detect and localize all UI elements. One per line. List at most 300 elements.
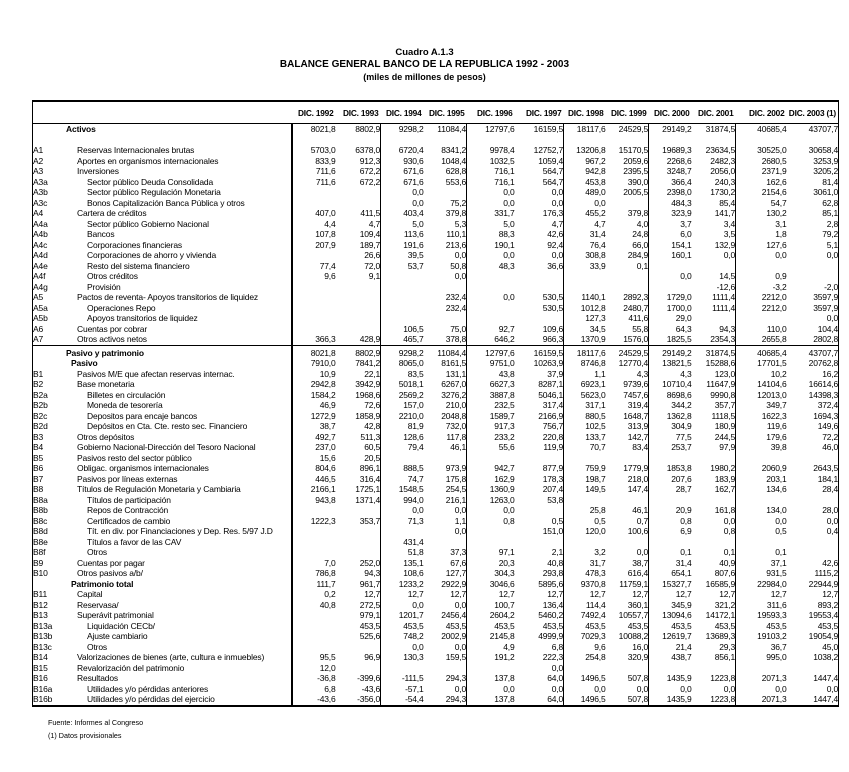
- value-cell: 15327,7: [662, 578, 692, 589]
- value-cell: [292, 324, 336, 335]
- value-cell: [381, 303, 424, 314]
- value-cell: 0,0: [424, 526, 467, 537]
- value-cell: 14172,1: [692, 610, 736, 621]
- value-cell: 151,0: [515, 526, 564, 537]
- row-code: B4: [33, 442, 44, 452]
- value-cell: 14398,3: [808, 389, 838, 400]
- value-cell: 2892,3: [606, 292, 649, 303]
- value-cell: [336, 187, 381, 198]
- value-cell: 1584,2: [310, 389, 336, 400]
- value-cell: 131,1: [424, 369, 467, 380]
- table-row: [33, 303, 839, 314]
- value-cell: 2395,5: [606, 166, 649, 177]
- table-row: [33, 177, 839, 188]
- value-cell: [564, 663, 606, 674]
- value-cell: 237,0: [315, 442, 336, 452]
- value-cell: 1,1: [594, 368, 606, 379]
- value-cell: 492,7: [315, 431, 336, 442]
- value-cell: -399,6: [336, 673, 381, 684]
- row-label-cell: [33, 324, 292, 335]
- row-label-cell: [33, 250, 292, 261]
- row-code: A4b: [33, 229, 48, 239]
- value-cell: [292, 292, 336, 303]
- value-cell: 178,3: [515, 474, 564, 485]
- value-cell: 3061,0: [813, 187, 838, 197]
- value-cell: 756,7: [515, 421, 564, 432]
- value-cell: 455,2: [585, 208, 606, 218]
- value-cell: 12,7: [407, 589, 424, 599]
- value-cell: 0,0: [503, 197, 515, 208]
- value-cell: 40,8: [319, 599, 336, 610]
- value-cell: 77,5: [675, 431, 692, 442]
- row-code: A3c: [33, 197, 48, 208]
- value-cell: [606, 271, 649, 282]
- value-cell: 564,7: [515, 177, 564, 188]
- value-cell: [424, 282, 467, 293]
- value-cell: 2482,3: [692, 156, 736, 167]
- value-cell: 55,6: [498, 442, 515, 452]
- column-header: DIC. 1994: [381, 101, 424, 124]
- value-cell: 1272,9: [310, 410, 336, 421]
- value-cell: 0,0: [515, 250, 564, 261]
- value-cell: [336, 663, 381, 674]
- value-cell: 16159,5: [515, 345, 564, 358]
- value-cell: 711,6: [315, 166, 336, 176]
- row-label: Superávit patrimonial: [77, 610, 154, 620]
- value-cell: 20,3: [498, 557, 515, 568]
- value-cell: 19054,9: [808, 631, 838, 641]
- value-cell: 0,0: [503, 292, 515, 302]
- value-cell: 127,3: [585, 313, 606, 323]
- row-code: A5a: [33, 302, 48, 313]
- value-cell: [467, 135, 515, 146]
- value-cell: [515, 453, 564, 464]
- column-header: DIC. 1996: [467, 101, 515, 124]
- value-cell: 22944,9: [808, 578, 838, 589]
- value-cell: 12013,0: [757, 389, 787, 400]
- row-label-cell: [33, 390, 292, 401]
- row-label: Reservasa/: [77, 599, 119, 610]
- value-cell: 294,3: [424, 694, 467, 706]
- value-cell: 4999,9: [515, 631, 564, 642]
- value-cell: 54,7: [770, 197, 787, 208]
- value-cell: 36,6: [515, 261, 564, 272]
- value-cell: 379,8: [606, 208, 649, 219]
- value-cell: 2480,7: [606, 303, 649, 314]
- value-cell: 203,1: [766, 473, 787, 484]
- value-cell: [467, 271, 515, 282]
- value-cell: 12752,7: [515, 145, 564, 156]
- row-label-cell: [33, 442, 292, 453]
- value-cell: 5,3: [424, 219, 467, 230]
- value-cell: [336, 313, 381, 324]
- value-cell: 12,7: [498, 589, 515, 599]
- value-cell: 4,9: [503, 641, 515, 652]
- value-cell: 379,8: [424, 208, 467, 219]
- value-cell: 931,5: [766, 568, 787, 578]
- value-cell: 22984,0: [757, 578, 787, 589]
- row-label-cell: [33, 484, 292, 495]
- row-label-cell: [33, 663, 292, 674]
- value-cell: 1548,5: [398, 484, 424, 494]
- value-cell: 446,5: [315, 473, 336, 484]
- value-cell: 222,3: [515, 652, 564, 663]
- table-row: [33, 600, 839, 611]
- value-cell: 9978,4: [489, 145, 515, 155]
- row-code: B8c: [33, 515, 48, 526]
- value-cell: [292, 505, 336, 516]
- value-cell: 2212,0: [761, 292, 787, 302]
- value-cell: 2371,9: [761, 166, 787, 176]
- value-cell: 530,5: [515, 303, 564, 314]
- value-cell: 930,6: [403, 155, 424, 166]
- row-label: Otros activos netos: [77, 334, 147, 344]
- value-cell: 896,1: [336, 463, 381, 474]
- value-cell: 75,0: [424, 324, 467, 335]
- table-row: [33, 379, 839, 390]
- value-cell: 323,9: [671, 208, 692, 218]
- value-cell: 1980,2: [692, 463, 736, 474]
- table-row: [33, 198, 839, 209]
- value-cell: 7841,2: [336, 358, 381, 369]
- value-cell: 100,7: [494, 599, 515, 610]
- table-row: [33, 400, 839, 411]
- value-cell: 0,0: [826, 250, 838, 260]
- value-cell: 6923,1: [580, 379, 606, 389]
- value-cell: 833,9: [315, 155, 336, 166]
- value-cell: 1648,7: [606, 411, 649, 422]
- value-cell: 973,9: [424, 463, 467, 474]
- value-cell: [336, 282, 381, 293]
- value-cell: [381, 292, 424, 303]
- value-cell: 11084,4: [424, 345, 467, 358]
- table-row: [33, 589, 839, 600]
- value-cell: 0,0: [515, 663, 564, 674]
- value-cell: 30525,0: [757, 145, 787, 155]
- value-cell: 672,2: [336, 166, 381, 177]
- row-code: A4g: [33, 281, 48, 292]
- value-cell: 16614,6: [808, 379, 838, 389]
- value-cell: 53,8: [515, 495, 564, 506]
- row-label-cell: [33, 400, 292, 411]
- value-cell: 942,7: [494, 463, 515, 473]
- value-cell: [336, 642, 381, 653]
- value-cell: 12797,6: [485, 124, 515, 134]
- value-cell: 130,2: [766, 208, 787, 218]
- row-label: Depositos para encaje bancos: [87, 410, 198, 421]
- value-cell: 72,6: [336, 400, 381, 411]
- value-cell: 107,8: [315, 229, 336, 239]
- value-cell: 525,6: [336, 631, 381, 642]
- table-row: [33, 610, 839, 621]
- value-cell: 3,5: [692, 229, 736, 240]
- row-label-cell: [33, 303, 292, 314]
- value-cell: 9,1: [336, 271, 381, 282]
- value-cell: [292, 621, 336, 632]
- value-cell: [736, 135, 787, 146]
- value-cell: 9,6: [594, 641, 606, 652]
- value-cell: 2056,0: [692, 166, 736, 177]
- value-cell: 308,8: [585, 250, 606, 260]
- value-cell: 184,1: [817, 473, 838, 484]
- value-cell: 411,5: [336, 208, 381, 219]
- value-cell: 31,4: [589, 229, 606, 239]
- value-cell: 45,0: [822, 641, 838, 652]
- value-cell: 0,0: [424, 250, 467, 261]
- value-cell: 1853,8: [666, 463, 692, 473]
- table-row: [33, 442, 839, 453]
- column-header: DIC. 1999: [606, 101, 649, 124]
- value-cell: 38,7: [606, 558, 649, 569]
- row-label: Sector público Deuda Consolidada: [87, 176, 214, 187]
- row-code: B10: [33, 568, 48, 578]
- value-cell: 453,5: [494, 620, 515, 631]
- row-code: A3a: [33, 176, 48, 187]
- value-cell: [692, 537, 736, 548]
- value-cell: 70,7: [589, 442, 606, 452]
- row-code: B8d: [33, 526, 48, 536]
- value-cell: 16585,9: [692, 579, 736, 590]
- value-cell: [515, 537, 564, 548]
- value-cell: 748,2: [403, 631, 424, 641]
- row-label-cell: [33, 463, 292, 474]
- row-label: Otros depósitos: [77, 431, 135, 442]
- value-cell: 12,7: [606, 589, 649, 600]
- value-cell: 213,6: [424, 240, 467, 251]
- value-cell: 2145,8: [489, 631, 515, 641]
- value-cell: 180,9: [692, 421, 736, 432]
- value-cell: [787, 495, 839, 506]
- value-cell: 9298,2: [381, 345, 424, 358]
- page-title: BALANCE GENERAL BANCO DE LA REPUBLICA 1992 - 2003: [279, 59, 570, 70]
- value-cell: 2060,9: [761, 463, 787, 473]
- value-cell: 1038,2: [813, 652, 838, 662]
- table-row: [33, 547, 839, 558]
- value-cell: 0,0: [606, 684, 649, 695]
- row-label-cell: [33, 177, 292, 188]
- value-cell: 66,0: [606, 240, 649, 251]
- value-cell: 141,7: [692, 208, 736, 219]
- row-label: Cuentas por cobrar: [77, 323, 148, 334]
- value-cell: 304,9: [671, 421, 692, 431]
- provisional-note: (1) Datos provisionales: [48, 731, 122, 740]
- value-cell: 207,4: [515, 484, 564, 495]
- value-cell: 108,6: [403, 568, 424, 578]
- value-cell: 6267,0: [424, 379, 467, 390]
- value-cell: 85,4: [692, 198, 736, 209]
- value-cell: 5,0: [412, 218, 424, 229]
- value-cell: [515, 313, 564, 324]
- value-cell: 1059,4: [515, 156, 564, 167]
- value-cell: 3,4: [692, 219, 736, 230]
- table-row: [33, 145, 839, 156]
- value-cell: 671,6: [403, 166, 424, 176]
- row-label-cell: [33, 495, 292, 506]
- value-cell: [292, 631, 336, 642]
- value-cell: 5623,0: [580, 389, 606, 400]
- value-cell: [381, 663, 424, 674]
- value-cell: 1223,8: [692, 694, 736, 706]
- value-cell: 104,4: [817, 323, 838, 334]
- table-row: [33, 684, 839, 695]
- value-cell: 79,4: [407, 442, 424, 452]
- table-row: [33, 694, 839, 706]
- row-label: Inversiones: [77, 166, 119, 176]
- row-label: Valorizaciones de bienes (arte, cultura e inmuebles): [77, 652, 265, 662]
- row-code: B9: [33, 557, 44, 568]
- value-cell: 154,1: [671, 239, 692, 250]
- value-cell: 64,3: [675, 323, 692, 334]
- table-row: [33, 558, 839, 569]
- value-cell: 321,2: [692, 600, 736, 611]
- value-cell: 0,9: [775, 271, 787, 281]
- table-row: [33, 250, 839, 261]
- row-label: Utilidades y/o pérdidas anteriores: [87, 683, 209, 694]
- value-cell: [381, 282, 424, 293]
- value-cell: [564, 495, 606, 506]
- value-cell: 4,3: [680, 368, 692, 379]
- value-cell: 654,1: [671, 568, 692, 578]
- value-cell: [606, 453, 649, 464]
- value-cell: 1371,4: [336, 495, 381, 506]
- value-cell: 14104,6: [757, 379, 787, 389]
- value-cell: 83,5: [407, 368, 424, 379]
- value-cell: 2,8: [826, 218, 838, 229]
- value-cell: 5895,6: [515, 579, 564, 590]
- value-cell: 0,0: [680, 683, 692, 694]
- value-cell: 1700,0: [666, 302, 692, 313]
- value-cell: [564, 282, 606, 293]
- value-cell: 917,3: [494, 421, 515, 431]
- value-cell: 8341,2: [424, 145, 467, 156]
- column-header: DIC. 2000: [649, 101, 692, 124]
- row-label-cell: [33, 526, 292, 537]
- value-cell: 26,6: [336, 250, 381, 261]
- value-cell: 0,1: [606, 261, 649, 272]
- value-cell: 159,5: [424, 652, 467, 663]
- value-cell: [467, 526, 515, 537]
- value-cell: 16,0: [606, 642, 649, 653]
- value-cell: 12,7: [675, 589, 692, 599]
- value-cell: [649, 663, 692, 674]
- value-cell: 43707,7: [787, 345, 839, 358]
- value-cell: 2166,9: [515, 411, 564, 422]
- table-row: [33, 313, 839, 324]
- row-code: B7: [33, 473, 44, 484]
- value-cell: 64,0: [515, 673, 564, 684]
- value-cell: [381, 453, 424, 464]
- value-cell: 1111,4: [692, 303, 736, 314]
- value-cell: 198,7: [585, 473, 606, 484]
- row-code: B8e: [33, 536, 48, 547]
- value-cell: -3,2: [772, 281, 787, 292]
- column-header: DIC. 2003 (1): [787, 101, 839, 124]
- table-row: [33, 271, 839, 282]
- row-code: B16: [33, 673, 48, 683]
- value-cell: [649, 453, 692, 464]
- value-cell: 51,8: [407, 547, 424, 557]
- value-cell: 15,6: [319, 452, 336, 463]
- value-cell: [692, 663, 736, 674]
- table-row: [33, 463, 839, 474]
- value-cell: 616,4: [606, 568, 649, 579]
- value-cell: 19103,2: [757, 631, 787, 641]
- value-cell: 2154,6: [761, 187, 787, 197]
- table-row: [33, 261, 839, 272]
- row-label: Pasivos resto del sector público: [77, 452, 192, 463]
- value-cell: 183,9: [692, 474, 736, 485]
- table-row: [33, 579, 839, 590]
- value-cell: 30658,4: [808, 145, 838, 155]
- table-row: [33, 292, 839, 303]
- units-subtitle: (miles de millones de pesos): [363, 72, 486, 82]
- row-label: Pasivo: [71, 358, 98, 368]
- row-label-cell: [33, 537, 292, 548]
- value-cell: 15170,5: [606, 145, 649, 156]
- value-cell: 294,3: [424, 673, 467, 684]
- value-cell: 453,5: [585, 620, 606, 631]
- value-cell: 453,5: [515, 621, 564, 632]
- value-cell: 147,4: [606, 484, 649, 495]
- value-cell: 3942,9: [336, 379, 381, 390]
- value-cell: 1263,0: [489, 494, 515, 505]
- value-cell: 16,2: [822, 368, 838, 379]
- value-cell: 5703,0: [310, 145, 336, 155]
- value-cell: 317,1: [585, 400, 606, 410]
- value-cell: 157,0: [403, 400, 424, 410]
- value-cell: 34,5: [589, 323, 606, 334]
- value-cell: 3,2: [594, 547, 606, 557]
- value-cell: 0,1: [692, 547, 736, 558]
- value-cell: 0,0: [826, 313, 838, 323]
- table-row: [33, 642, 839, 653]
- value-cell: 6,9: [680, 526, 692, 536]
- value-cell: 60,5: [336, 442, 381, 453]
- table-row: [33, 537, 839, 548]
- value-cell: 5018,1: [398, 379, 424, 389]
- value-cell: 1115,2: [814, 568, 838, 578]
- value-cell: 135,1: [403, 557, 424, 568]
- row-label-cell: [33, 474, 292, 485]
- value-cell: 1858,9: [336, 411, 381, 422]
- value-cell: 8287,1: [515, 379, 564, 390]
- value-cell: 3,1: [775, 218, 787, 229]
- column-header: DIC. 1997: [515, 101, 564, 124]
- value-cell: [564, 453, 606, 464]
- value-cell: [606, 537, 649, 548]
- value-cell: 9990,8: [692, 390, 736, 401]
- value-cell: 191,2: [494, 652, 515, 662]
- value-cell: 0,0: [424, 600, 467, 611]
- value-cell: 6627,3: [489, 379, 515, 389]
- value-cell: 453,5: [606, 621, 649, 632]
- value-cell: 96,9: [336, 652, 381, 663]
- row-label-cell: [33, 610, 292, 621]
- value-cell: [606, 663, 649, 674]
- value-cell: 1140,1: [581, 292, 606, 302]
- value-cell: 943,8: [315, 494, 336, 505]
- row-label: Títulos a favor de las CAV: [87, 536, 182, 547]
- value-cell: 0,1: [775, 547, 787, 557]
- value-cell: 2680,5: [761, 155, 787, 166]
- value-cell: 120,0: [585, 526, 606, 536]
- value-cell: 37,3: [424, 547, 467, 558]
- value-cell: 106,5: [403, 323, 424, 334]
- value-cell: 46,0: [822, 442, 838, 452]
- value-cell: [787, 537, 839, 548]
- value-cell: [736, 313, 787, 324]
- column-header: DIC. 1993: [336, 101, 381, 124]
